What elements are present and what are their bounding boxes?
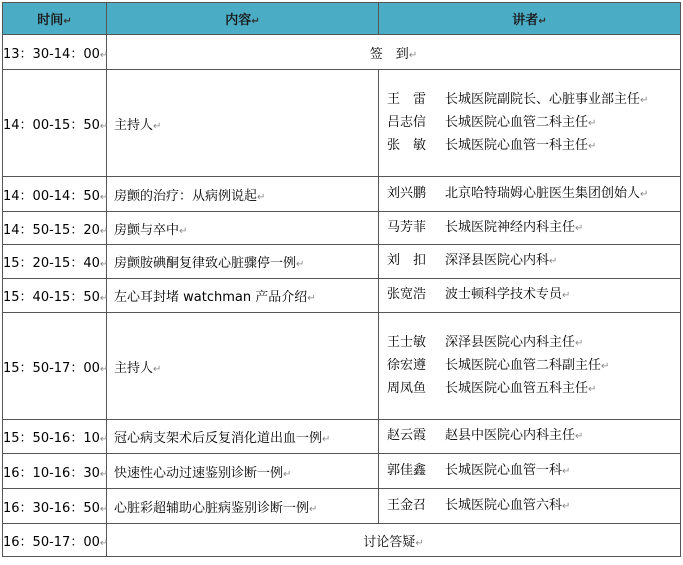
time-cell: 16：10-16：30↵ — [3, 454, 107, 489]
time-cell: 13：30-14：00↵ — [3, 35, 107, 70]
topic-cell: 房颤的治疗：从病例说起↵ — [107, 177, 379, 212]
speaker-line: 周凤鱼 长城医院心血管五科主任↵ — [387, 380, 597, 396]
header-content: 内容↵ — [107, 3, 379, 35]
time-cell: 16：30-16：50↵ — [3, 489, 107, 524]
time-cell: 14：00-15：50↵ — [3, 70, 107, 177]
time-cell: 15：20-15：40↵ — [3, 245, 107, 279]
topic-cell: 左心耳封堵 watchman 产品介绍↵ — [107, 279, 379, 313]
topic-cell: 快速性心动过速鉴别诊断一例↵ — [107, 454, 379, 489]
table-row — [3, 177, 681, 212]
time-cell: 15：50-16：10↵ — [3, 420, 107, 454]
span-cell: 讨论答疑↵ — [107, 524, 681, 557]
speaker-cell: 王金召 长城医院心血管六科↵ — [379, 489, 681, 524]
speaker-cell: 郭佳鑫 长城医院心血管一科↵ — [379, 454, 681, 489]
speaker-line: 徐宏遵 长城医院心血管二科副主任↵ — [387, 357, 610, 373]
header-speaker: 讲者↵ — [379, 3, 681, 35]
speaker-cell: 张宽浩 波士顿科学技术专员↵ — [379, 279, 681, 313]
table-row — [3, 524, 681, 557]
table-row — [3, 70, 681, 177]
speaker-cell — [379, 70, 681, 177]
speaker-cell — [379, 313, 681, 420]
table-row — [3, 35, 681, 70]
header-row — [3, 3, 681, 35]
speaker-line: 王 雷 长城医院副院长、心脏事业部主任↵ — [387, 91, 649, 107]
speaker-cell: 赵云霞 赵县中医院心内科主任↵ — [379, 420, 681, 454]
topic-cell: 主持人↵ — [107, 70, 379, 177]
topic-cell: 房颤胺碘酮复律致心脏骤停一例↵ — [107, 245, 379, 279]
table-row — [3, 279, 681, 313]
table-row — [3, 454, 681, 489]
time-cell: 15：50-17：00↵ — [3, 313, 107, 420]
speaker-cell: 刘 扣 深泽县医院心内科↵ — [379, 245, 681, 279]
table-row — [3, 245, 681, 279]
table-row — [3, 489, 681, 524]
table-row — [3, 212, 681, 245]
time-cell: 15：40-15：50↵ — [3, 279, 107, 313]
topic-cell: 心脏彩超辅助心脏病鉴别诊断一例↵ — [107, 489, 379, 524]
speaker-line: 王士敏 深泽县医院心内科主任↵ — [387, 334, 584, 350]
speaker-line: 吕志信 长城医院心血管二科主任↵ — [387, 114, 597, 130]
topic-cell: 主持人↵ — [107, 313, 379, 420]
table-row — [3, 313, 681, 420]
header-time: 时间↵ — [3, 3, 107, 35]
speaker-cell: 马芳菲 长城医院神经内科主任↵ — [379, 212, 681, 245]
table-row — [3, 420, 681, 454]
time-cell: 14：50-15：20↵ — [3, 212, 107, 245]
speaker-cell: 刘兴鹏 北京哈特瑞姆心脏医生集团创始人↵ — [379, 177, 681, 212]
topic-cell: 房颤与卒中↵ — [107, 212, 379, 245]
schedule-table — [2, 2, 681, 557]
time-cell: 14：00-14：50↵ — [3, 177, 107, 212]
topic-cell: 冠心病支架术后反复消化道出血一例↵ — [107, 420, 379, 454]
speaker-line: 张 敏 长城医院心血管一科主任↵ — [387, 137, 597, 153]
time-cell: 16：50-17：00↵ — [3, 524, 107, 557]
span-cell: 签 到↵ — [107, 35, 681, 70]
